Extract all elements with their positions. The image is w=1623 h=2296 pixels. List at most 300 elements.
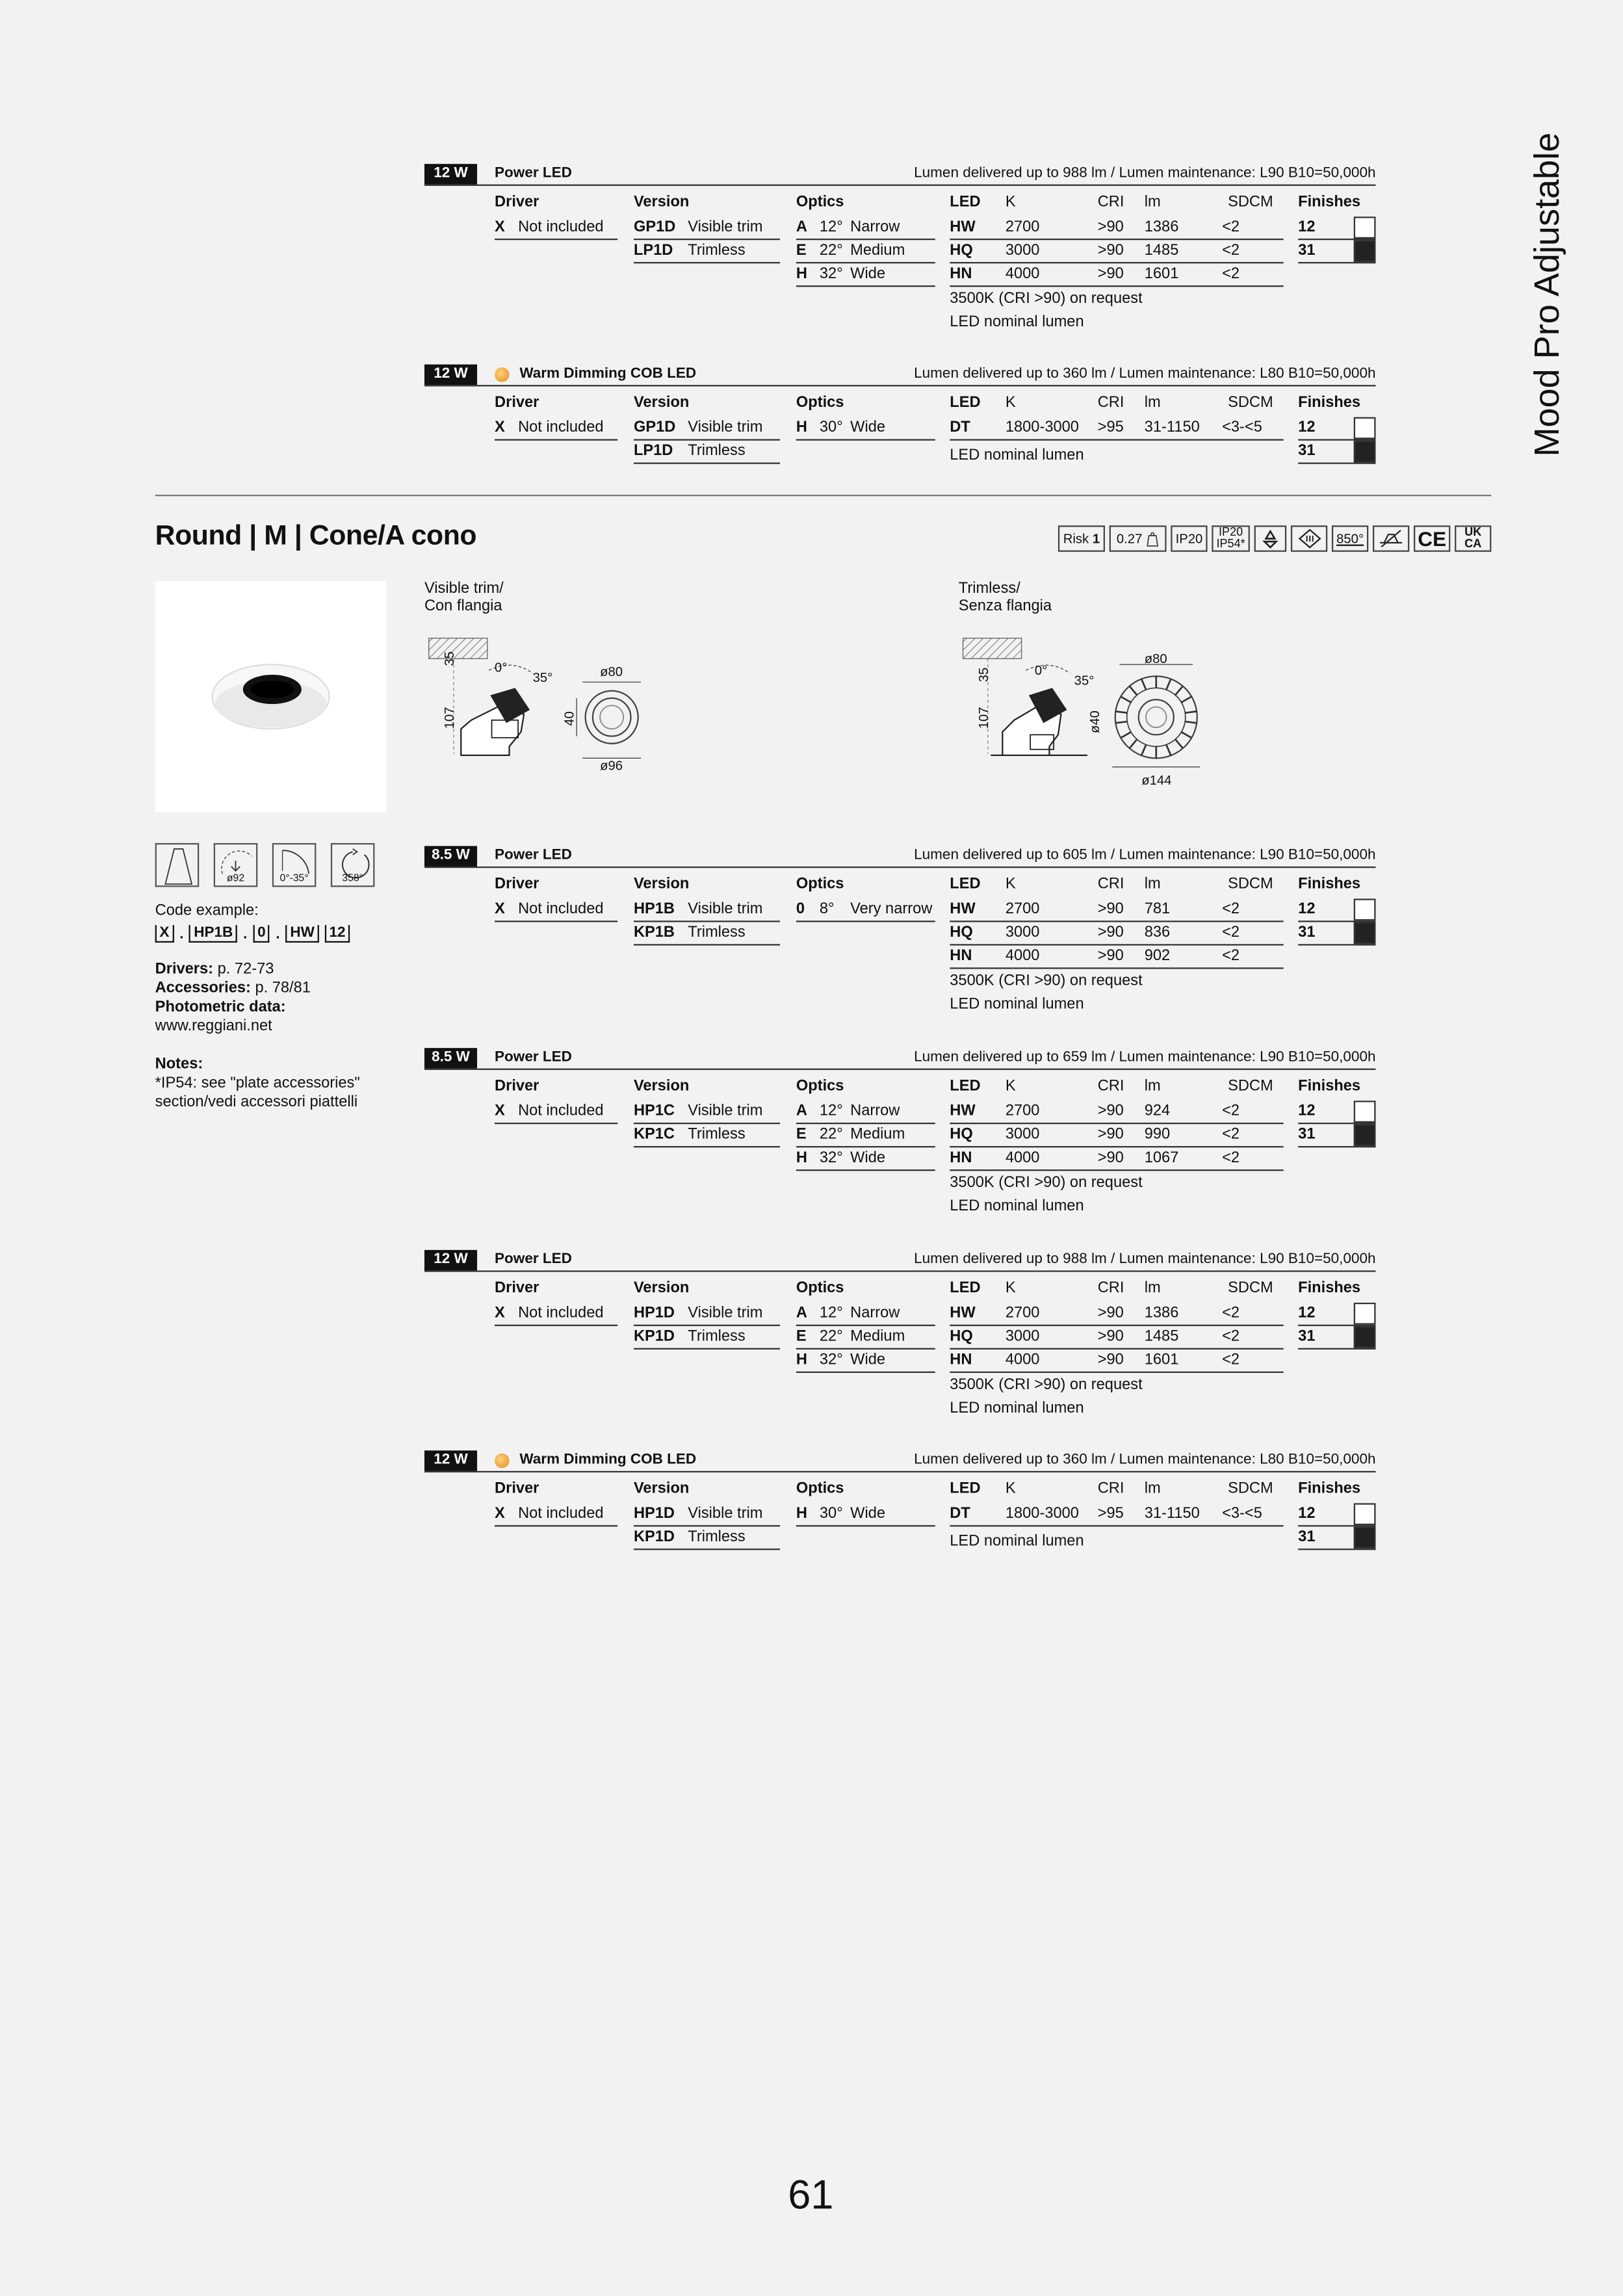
led-cell: >95 (1097, 1504, 1124, 1522)
led-cell: >90 (1097, 1351, 1124, 1369)
version-code (634, 1124, 675, 1146)
version-name: Visible trim (688, 418, 763, 436)
wattage-badge: 12 W (424, 365, 477, 385)
column-header-driver: Driver (495, 875, 539, 893)
driver-code (495, 417, 505, 439)
optic-code-text: E (796, 241, 807, 259)
optic-code-text: E (796, 1327, 807, 1346)
risk-icon: Risk 1 (1058, 525, 1105, 552)
led-cell: 4000 (1005, 946, 1040, 965)
version-code (634, 417, 675, 439)
note-nominal-lumen: LED nominal lumen (950, 313, 1084, 331)
led-cell: <3-<5 (1222, 1504, 1262, 1522)
led-cell (950, 216, 975, 239)
optic-angle: 12° (819, 1102, 843, 1120)
led-cell: >90 (1097, 1327, 1124, 1346)
optic-code-text: 0 (796, 900, 805, 918)
finish-code (1298, 1326, 1315, 1348)
notes: Notes: *IP54: see "plate accessories" section/vedi accessori piattelli (155, 1055, 360, 1111)
optic-name: Narrow (850, 1102, 900, 1120)
driver-code (495, 1503, 505, 1525)
column-header-optics: Optics (796, 1077, 844, 1095)
led-cell (950, 1124, 972, 1146)
code-part: X (155, 925, 174, 943)
driver-code-text: X (495, 1504, 505, 1522)
driver-rule (495, 920, 617, 922)
optic-angle: 30° (819, 1504, 843, 1522)
optic-code (796, 1101, 807, 1123)
led-cell: 902 (1144, 946, 1171, 965)
led-code: DT (950, 1504, 970, 1522)
note-3500k: 3500K (CRI >90) on request (950, 972, 1143, 990)
spec-header (424, 164, 1376, 186)
optic-name: Wide (850, 1149, 886, 1167)
optic-code-text: A (796, 218, 807, 236)
recycle-icon (1254, 525, 1287, 552)
angle-35-trimless: 35° (1074, 673, 1095, 688)
column-header-k: K (1005, 1480, 1016, 1498)
finish-code-text: 12 (1298, 1304, 1316, 1322)
column-header-version: Version (633, 193, 690, 211)
column-header-led: LED (950, 1279, 981, 1297)
column-header-lm: lm (1144, 393, 1161, 411)
finish-swatch-white (1354, 216, 1376, 239)
optic-rule (796, 1372, 935, 1373)
column-header-cri: CRI (1097, 193, 1124, 211)
column-header-finishes: Finishes (1298, 1480, 1361, 1498)
led-cell: >90 (1097, 946, 1124, 965)
lumen-info: Lumen delivered up to 605 lm / Lumen maintenance: L90 B10=50,000h (914, 847, 1376, 864)
led-cell: 31-1150 (1144, 1504, 1200, 1522)
finish-code-text: 12 (1298, 418, 1316, 436)
column-header-k: K (1005, 875, 1016, 893)
optic-rule (796, 920, 935, 922)
glow-wire-icon: 850° (1332, 525, 1368, 552)
led-cell: <2 (1222, 923, 1240, 941)
angle-35: 35° (532, 670, 553, 685)
beam-icon (155, 843, 200, 887)
led-type: Power LED (495, 847, 572, 864)
lumen-info: Lumen delivered up to 360 lm / Lumen maintenance: L80 B10=50,000h (914, 1452, 1376, 1468)
optic-angle: 12° (819, 1304, 843, 1322)
column-header-lm: lm (1144, 193, 1161, 211)
led-code: HQ (950, 1327, 973, 1346)
led-cell: >90 (1097, 923, 1124, 941)
note-nominal-lumen: LED nominal lumen (950, 446, 1084, 464)
column-header-driver: Driver (495, 1279, 539, 1297)
lumen-info: Lumen delivered up to 988 lm / Lumen maintenance: L90 B10=50,000h (914, 165, 1376, 182)
page-number: 61 (788, 2172, 834, 2218)
spec-block (424, 1450, 1376, 1597)
finish-swatch-black (1354, 922, 1376, 945)
led-cell (950, 898, 975, 920)
led-rule (950, 967, 1283, 969)
no-insulation-icon (1373, 525, 1409, 552)
code-part: HP1B (189, 925, 237, 943)
optic-code-text: A (796, 1304, 807, 1322)
led-rule (950, 1169, 1283, 1171)
column-header-led: LED (950, 1480, 981, 1498)
dim-107-trimless: 107 (976, 707, 991, 729)
column-header-cri: CRI (1097, 393, 1124, 411)
led-cell: 1485 (1144, 241, 1179, 259)
led-cell: 3000 (1005, 241, 1040, 259)
led-code: DT (950, 418, 970, 436)
optic-code (796, 1503, 807, 1525)
led-code: HW (950, 1304, 976, 1322)
led-cell (950, 922, 972, 945)
led-rule (950, 1525, 1283, 1526)
led-cell: 924 (1144, 1102, 1171, 1120)
code-part: 12 (325, 925, 350, 943)
optic-code-text: H (796, 1504, 807, 1522)
version-name: Visible trim (688, 1304, 763, 1322)
optic-rule (796, 1525, 935, 1526)
version-code-text: KP1D (633, 1528, 675, 1546)
version-code-text: GP1D (633, 218, 676, 236)
led-code: HN (950, 265, 972, 283)
led-cell: 1386 (1144, 218, 1179, 236)
driver-name: Not included (518, 1102, 604, 1120)
version-code-text: HP1C (633, 1102, 675, 1120)
optic-code (796, 1326, 807, 1348)
led-code: HW (950, 218, 976, 236)
driver-code-text: X (495, 1102, 505, 1120)
version-code (634, 898, 675, 920)
column-header-led: LED (950, 393, 981, 411)
version-rule (634, 944, 780, 945)
optic-angle: 32° (819, 1149, 843, 1167)
finish-rule (1298, 463, 1375, 464)
column-header-driver: Driver (495, 393, 539, 411)
column-header-optics: Optics (796, 193, 844, 211)
column-header-cri: CRI (1097, 1480, 1124, 1498)
finish-rule (1298, 1548, 1375, 1550)
driver-code (495, 216, 505, 239)
column-header-sdcm: SDCM (1228, 1279, 1273, 1297)
led-code: HN (950, 1149, 972, 1167)
optic-code (796, 240, 807, 262)
driver-rule (495, 239, 617, 240)
led-cell: 781 (1144, 900, 1171, 918)
version-name: Visible trim (688, 218, 763, 236)
optic-code (796, 216, 807, 239)
led-cell (950, 240, 972, 262)
version-code (634, 216, 675, 239)
version-rule (634, 1348, 780, 1350)
spec-block (424, 164, 1376, 331)
references: Drivers: p. 72-73 Accessories: p. 78/81 Photometric data: www.reggiani.net (155, 960, 311, 1036)
code-example: X . HP1B . 0 . HW 12 (155, 925, 350, 943)
version-code (634, 1101, 675, 1123)
led-cell: 1800-3000 (1005, 1504, 1079, 1522)
led-cell (950, 946, 972, 968)
column-header-driver: Driver (495, 1480, 539, 1498)
column-header-version: Version (633, 393, 690, 411)
spec-header (424, 846, 1376, 868)
column-header-cri: CRI (1097, 875, 1124, 893)
led-cell: >90 (1097, 1102, 1124, 1120)
led-cell: 1800-3000 (1005, 418, 1079, 436)
column-header-version: Version (633, 1077, 690, 1095)
finish-swatch-black (1354, 441, 1376, 463)
version-code (634, 240, 673, 262)
led-type: Power LED (495, 1251, 572, 1268)
spec-block (424, 1048, 1376, 1215)
ip20-icon: IP20 (1171, 525, 1207, 552)
column-header-optics: Optics (796, 393, 844, 411)
optic-name: Medium (850, 241, 905, 259)
column-header-cri: CRI (1097, 1077, 1124, 1095)
optic-name: Wide (850, 1504, 886, 1522)
driver-rule (495, 1123, 617, 1124)
optic-code-text: H (796, 1149, 807, 1167)
spec-block (424, 365, 1376, 511)
column-header-cri: CRI (1097, 1279, 1124, 1297)
spec-header (424, 1450, 1376, 1472)
spec-header (424, 365, 1376, 387)
finish-swatch-black (1354, 1326, 1376, 1348)
section-title: Round | M | Cone/A cono (155, 521, 477, 552)
optic-code (796, 417, 807, 439)
angle-0: 0° (495, 660, 508, 675)
finish-code-text: 31 (1298, 1125, 1316, 1143)
column-header-version: Version (633, 1279, 690, 1297)
dim-35: 35 (441, 651, 457, 666)
led-cell: >90 (1097, 1304, 1124, 1322)
dim-side-trimless: ø40 (1087, 711, 1102, 734)
optic-rule (796, 1169, 935, 1171)
finish-code-text: 12 (1298, 900, 1316, 918)
dim-side: 40 (562, 711, 577, 726)
version-code-text: LP1D (633, 441, 673, 460)
optic-name: Wide (850, 1351, 886, 1369)
finish-swatch-white (1354, 1303, 1376, 1325)
version-code-text: HP1B (633, 900, 675, 918)
led-cell: <2 (1222, 241, 1240, 259)
led-cell: <2 (1222, 1327, 1240, 1346)
finish-code-text: 12 (1298, 1504, 1316, 1522)
finish-code-text: 12 (1298, 218, 1316, 236)
led-cell: 1601 (1144, 265, 1179, 283)
column-header-finishes: Finishes (1298, 193, 1361, 211)
dim-107: 107 (441, 707, 457, 729)
optic-angle: 12° (819, 218, 843, 236)
driver-name: Not included (518, 418, 604, 436)
led-code: HW (950, 1102, 976, 1120)
column-header-finishes: Finishes (1298, 875, 1361, 893)
dim-top-diameter: ø80 (600, 664, 623, 679)
led-cell (950, 263, 972, 285)
optic-code-text: H (796, 418, 807, 436)
column-header-lm: lm (1144, 875, 1161, 893)
driver-code (495, 898, 505, 920)
column-header-finishes: Finishes (1298, 393, 1361, 411)
led-cell: 836 (1144, 923, 1171, 941)
finish-swatch-white (1354, 417, 1376, 439)
column-header-optics: Optics (796, 1279, 844, 1297)
optic-name: Wide (850, 418, 886, 436)
led-cell: >90 (1097, 265, 1124, 283)
tilt-icon: 0°-35° (272, 843, 317, 887)
optic-code (796, 898, 805, 920)
class-iii-icon (1291, 525, 1327, 552)
spec-block (424, 846, 1376, 1013)
led-cell: <2 (1222, 218, 1240, 236)
led-cell: <3-<5 (1222, 418, 1262, 436)
optic-code-text: H (796, 265, 807, 283)
visible-trim-label: Visible trim/ Con flangia (424, 579, 504, 615)
led-code: HW (950, 900, 976, 918)
led-cell: 1386 (1144, 1304, 1179, 1322)
version-rule (634, 262, 780, 263)
column-header-k: K (1005, 393, 1016, 411)
version-name: Trimless (688, 1528, 746, 1546)
optic-code-text: A (796, 1102, 807, 1120)
finish-swatch-black (1354, 240, 1376, 262)
optic-name: Narrow (850, 1304, 900, 1322)
led-cell: 2700 (1005, 900, 1040, 918)
optic-name: Narrow (850, 218, 900, 236)
driver-code-text: X (495, 900, 505, 918)
version-name: Trimless (688, 241, 746, 259)
column-header-lm: lm (1144, 1480, 1161, 1498)
led-cell (950, 1503, 970, 1525)
optic-name: Medium (850, 1327, 905, 1346)
finish-swatch-black (1354, 1526, 1376, 1548)
column-header-sdcm: SDCM (1228, 1480, 1273, 1498)
column-header-k: K (1005, 193, 1016, 211)
finish-code (1298, 1101, 1315, 1123)
driver-code (495, 1303, 505, 1325)
code-example-label: Code example: (155, 901, 259, 920)
driver-name: Not included (518, 1304, 604, 1322)
led-cell: 3000 (1005, 923, 1040, 941)
wattage-badge: 12 W (424, 1250, 477, 1271)
optic-code (796, 1303, 807, 1325)
led-cell: 2700 (1005, 1304, 1040, 1322)
version-code-text: KP1D (633, 1327, 675, 1346)
version-code-text: KP1C (633, 1125, 675, 1143)
led-type: Warm Dimming COB LED (519, 1452, 697, 1468)
optic-code (796, 1124, 807, 1146)
led-cell: 3000 (1005, 1327, 1040, 1346)
note-nominal-lumen: LED nominal lumen (950, 1197, 1084, 1215)
note-3500k: 3500K (CRI >90) on request (950, 1173, 1143, 1192)
led-cell (950, 1147, 972, 1169)
led-type: Power LED (495, 165, 572, 182)
version-name: Visible trim (688, 900, 763, 918)
finish-code-text: 31 (1298, 1528, 1316, 1546)
column-header-led: LED (950, 875, 981, 893)
feature-icons (155, 843, 375, 887)
led-code: HN (950, 1351, 972, 1369)
finish-code (1298, 240, 1315, 262)
optic-code (796, 263, 807, 285)
led-cell (950, 1303, 975, 1325)
finish-code-text: 12 (1298, 1102, 1316, 1120)
version-name: Visible trim (688, 1102, 763, 1120)
spec-header (424, 1250, 1376, 1272)
led-type: Warm Dimming COB LED (519, 365, 697, 382)
warm-dimming-icon (495, 367, 510, 382)
column-header-lm: lm (1144, 1077, 1161, 1095)
version-code-text: LP1D (633, 241, 673, 259)
led-cell (950, 1350, 972, 1372)
led-cell: 2700 (1005, 1102, 1040, 1120)
driver-name: Not included (518, 1504, 604, 1522)
version-code (634, 1303, 675, 1325)
finish-code (1298, 1503, 1315, 1525)
driver-code (495, 1101, 505, 1123)
led-cell: <2 (1222, 265, 1240, 283)
optic-rule (796, 439, 935, 440)
column-header-sdcm: SDCM (1228, 393, 1273, 411)
finish-rule (1298, 1348, 1375, 1350)
wattage-badge: 12 W (424, 1450, 477, 1471)
led-cell (950, 417, 970, 439)
column-header-k: K (1005, 1077, 1016, 1095)
version-rule (634, 463, 780, 464)
visible-trim-diagram (424, 629, 688, 776)
version-code (634, 441, 673, 463)
spec-block (424, 1250, 1376, 1417)
finish-code (1298, 1526, 1315, 1548)
optic-rule (796, 285, 935, 287)
led-cell (950, 1326, 972, 1348)
optic-angle: 22° (819, 1327, 843, 1346)
column-header-led: LED (950, 1077, 981, 1095)
optic-angle: 22° (819, 1125, 843, 1143)
column-header-driver: Driver (495, 193, 539, 211)
code-part: HW (286, 925, 319, 943)
version-rule (634, 1548, 780, 1550)
version-code-text: KP1B (633, 923, 675, 941)
led-cell: >95 (1097, 418, 1124, 436)
optic-angle: 8° (819, 900, 835, 918)
finish-swatch-black (1354, 1124, 1376, 1146)
version-name: Trimless (688, 923, 746, 941)
optic-angle: 32° (819, 1351, 843, 1369)
optic-angle: 32° (819, 265, 843, 283)
note-3500k: 3500K (CRI >90) on request (950, 289, 1143, 307)
finish-code (1298, 898, 1315, 920)
optic-angle: 22° (819, 241, 843, 259)
warm-dimming-icon (495, 1454, 510, 1468)
column-header-led: LED (950, 193, 981, 211)
rotation-icon: 358° (331, 843, 375, 887)
cutout-icon: ø92 (214, 843, 258, 887)
version-code-text: HP1D (633, 1504, 675, 1522)
led-code: HQ (950, 923, 973, 941)
version-code (634, 1326, 675, 1348)
trimless-diagram (959, 629, 1237, 790)
led-cell: 2700 (1005, 218, 1040, 236)
version-rule (634, 1146, 780, 1147)
optic-angle: 30° (819, 418, 843, 436)
column-header-sdcm: SDCM (1228, 193, 1273, 211)
lumen-info: Lumen delivered up to 988 lm / Lumen maintenance: L90 B10=50,000h (914, 1251, 1376, 1268)
optic-name: Wide (850, 265, 886, 283)
note-nominal-lumen: LED nominal lumen (950, 1532, 1084, 1550)
finish-rule (1298, 1146, 1375, 1147)
ce-icon: CE (1414, 525, 1450, 552)
finish-code (1298, 1124, 1315, 1146)
website-link[interactable]: www.reggiani.net (155, 1017, 272, 1035)
led-cell: <2 (1222, 900, 1240, 918)
column-header-driver: Driver (495, 1077, 539, 1095)
led-code: HQ (950, 241, 973, 259)
